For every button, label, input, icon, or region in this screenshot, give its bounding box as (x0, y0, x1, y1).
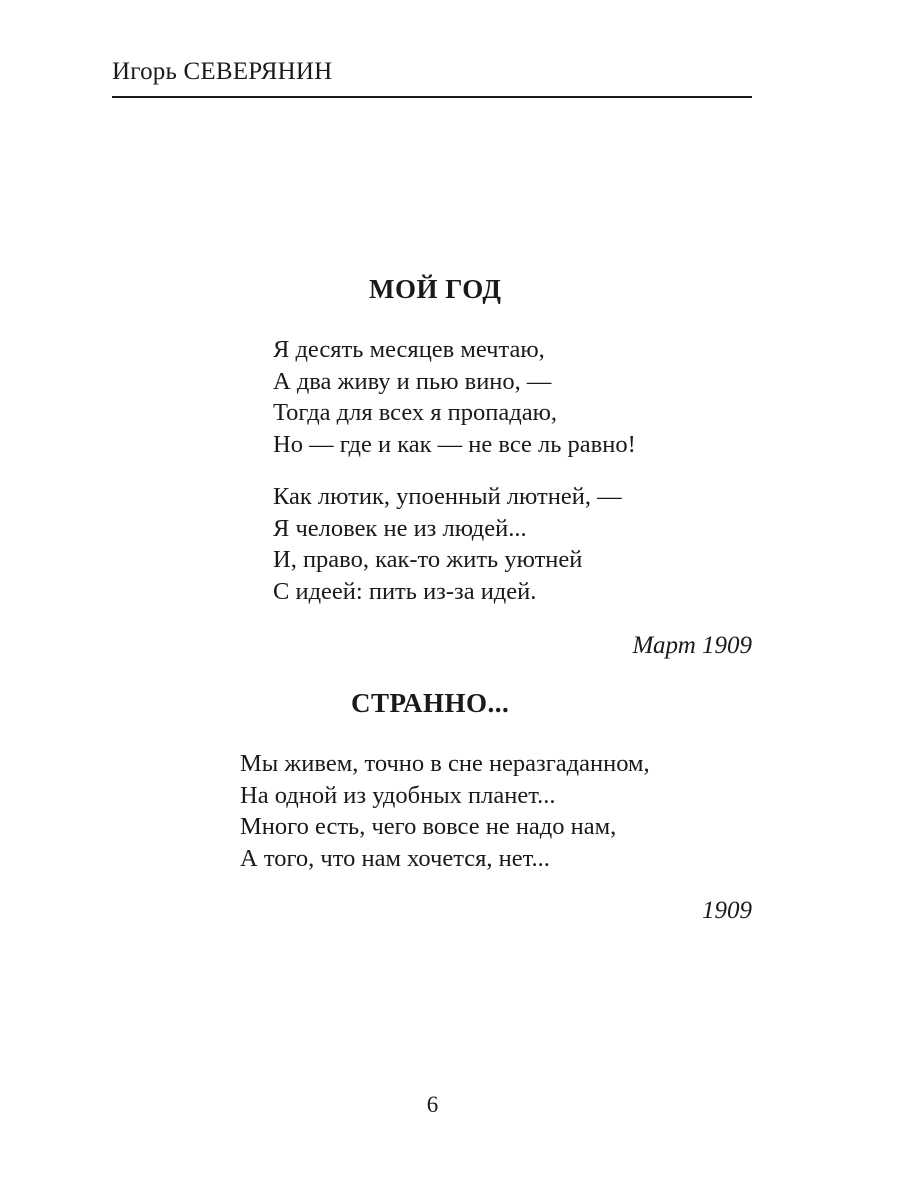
verse-line: А два живу и пью вино, — (273, 367, 552, 395)
poem-1-stanza-2 (273, 481, 622, 607)
verse-line: Как лютик, упоенный лютней, — (273, 483, 622, 510)
verse-line: Но — где и как — не все ль равно! (273, 430, 636, 458)
verse-line: Тогда для всех я пропадаю, (273, 399, 558, 426)
verse-line: Мы живем, точно в сне неразгаданном, (240, 750, 650, 777)
verse-line: Я человек не из людей... (273, 514, 527, 542)
poem-1-date: Март 1909 (632, 632, 752, 659)
poem-title-moy-god: МОЙ ГОД (369, 274, 502, 304)
verse-line: И, право, как-то жить уютней (273, 546, 583, 573)
verse-line: Много есть, чего вовсе не надо нам, (240, 813, 617, 840)
verse-line: На одной из удобных планет... (240, 781, 556, 809)
poem-1-stanza-1 (273, 334, 636, 460)
header-rule (112, 96, 752, 98)
poem-2-stanza-1 (240, 748, 650, 874)
poem-2-date: 1909 (702, 897, 752, 924)
poem-title-stranno: СТРАННО... (351, 688, 510, 718)
running-head: Игорь СЕВЕРЯНИН (112, 58, 333, 85)
verse-line: А того, что нам хочется, нет... (240, 844, 550, 872)
page-number: 6 (426, 1092, 439, 1117)
verse-line: Я десять месяцев мечтаю, (273, 336, 545, 363)
verse-line: С идеей: пить из-за идей. (273, 577, 537, 605)
